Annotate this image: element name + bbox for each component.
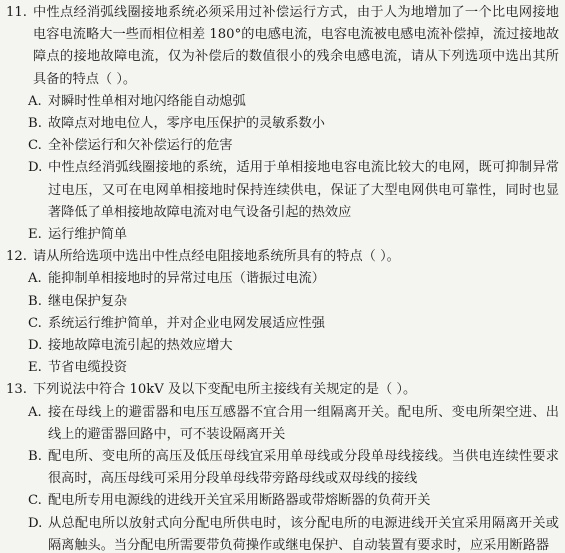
option-text: 从总配电所以放射式向分配电所供电时，该分配电所的电源进线开关宜采用隔离开关或隔离触头。当分配电所需要带负荷操作或继电保护、自动装置有要求时，应采用断路器 xyxy=(48,515,559,553)
option-letter: B. xyxy=(28,449,42,465)
option-a xyxy=(6,402,559,446)
option-letter: D. xyxy=(28,160,43,176)
question-number: 12. xyxy=(6,249,27,265)
option-b xyxy=(6,446,559,490)
option-c xyxy=(6,490,559,512)
option-text: 对瞬时性单相对地闪络能自动熄弧 xyxy=(48,93,246,109)
option-text: 配电所、变电所的高压及低压母线宜采用单母线或分段单母线接线。当供电连续性要求很高时，高压母线可采用分段单母线带旁路母线或双母线的接线 xyxy=(48,449,559,487)
option-e xyxy=(6,224,559,246)
option-letter: B. xyxy=(28,293,42,309)
option-text: 故障点对地电位人，零序电压保护的灵敏系数小 xyxy=(48,116,325,132)
option-text: 系统运行维护简单，并对企业电网发展适应性强 xyxy=(48,315,325,331)
question-stem xyxy=(6,246,559,268)
option-letter: E. xyxy=(28,360,42,376)
option-text: 配电所专用电源线的进线开关宜采用断路器或带熔断器的负荷开关 xyxy=(48,493,431,509)
option-letter: E. xyxy=(28,227,42,243)
question-text: 中性点经消弧线圈接地系统必须采用过补偿运行方式，由于人为地增加了一个比电网接地电容电流略大一些而相位相差 180°的电感电流，电容电流被电感电流补偿掉，流过接地故障点的接地故障电流，仅为补偿后的数值很小的残余电感电流，请从下列选项中选出其所具备的特点（ ）。 xyxy=(33,5,559,87)
question-stem xyxy=(6,379,559,401)
option-c xyxy=(6,135,559,157)
option-a xyxy=(6,268,559,290)
option-text: 中性点经消弧线圈接地的系统，适用于单相接地电容电流比较大的电网，既可抑制异常过电压，又可在电网单相接地时保持连续供电，保证了大型电网供电可靠性，同时也显著降低了单相接地故障电流对电气设备引起的热效应 xyxy=(48,160,559,220)
option-b xyxy=(6,113,559,135)
question-stem xyxy=(6,2,559,91)
option-b xyxy=(6,291,559,313)
option-c xyxy=(6,313,559,335)
option-text: 运行维护简单 xyxy=(48,227,128,243)
option-letter: B. xyxy=(28,116,42,132)
question-text: 请从所给选项中选出中性点经电阻接地系统所具有的特点（ ）。 xyxy=(33,249,400,265)
option-letter: A. xyxy=(28,271,42,287)
option-d xyxy=(6,513,559,553)
option-e xyxy=(6,357,559,379)
question-number: 11. xyxy=(6,5,27,20)
question-number: 13. xyxy=(6,382,27,398)
option-text: 节省电缆投资 xyxy=(48,360,128,376)
option-text: 全补偿运行和欠补偿运行的危害 xyxy=(48,138,233,154)
option-text: 接地故障电流引起的热效应增大 xyxy=(48,338,233,354)
option-text: 能抑制单相接地时的异常过电压（谐振过电流） xyxy=(48,271,325,287)
option-d xyxy=(6,335,559,357)
option-letter: C. xyxy=(28,138,42,154)
option-letter: C. xyxy=(28,315,42,331)
question-text: 下列说法中符合 10kV 及以下变配电所主接线有关规定的是（ ）。 xyxy=(33,382,417,398)
option-letter: D. xyxy=(28,515,43,531)
question-12 xyxy=(6,246,559,379)
option-letter: D. xyxy=(28,338,43,354)
option-letter: A. xyxy=(28,93,42,109)
option-text: 继电保护复杂 xyxy=(48,293,128,309)
option-a xyxy=(6,91,559,113)
option-d xyxy=(6,157,559,224)
option-letter: A. xyxy=(28,404,42,420)
option-letter: C. xyxy=(28,493,42,509)
question-13 xyxy=(6,379,559,553)
question-11 xyxy=(6,2,559,246)
option-text: 接在母线上的避雷器和电压互感器不宜合用一组隔离开关。配电所、变电所架空进、出线上的避雷器回路中，可不装设隔离开关 xyxy=(48,404,559,442)
